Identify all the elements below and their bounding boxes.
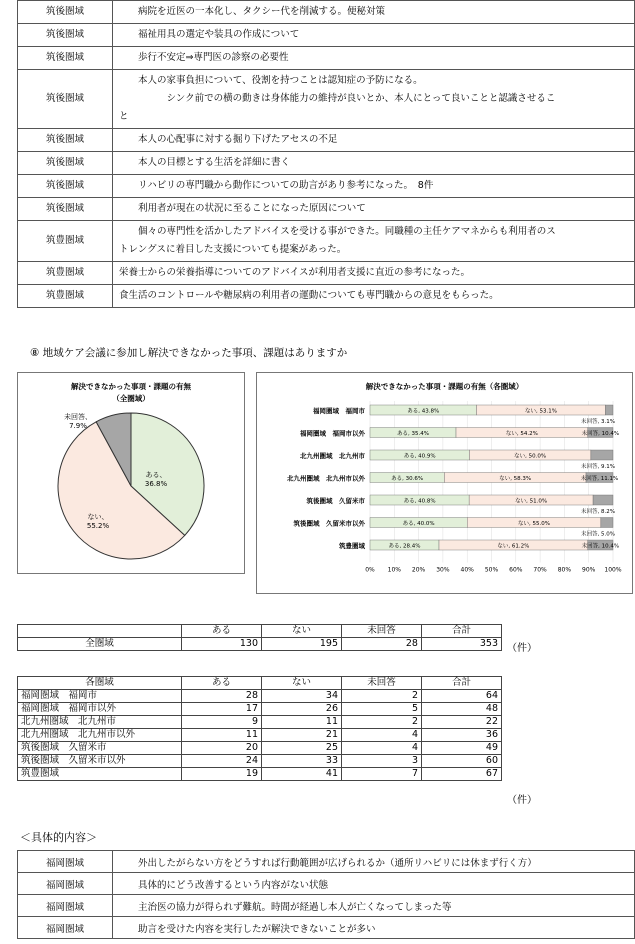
bar-segment bbox=[605, 405, 613, 415]
value-cell: 353 bbox=[421, 638, 501, 651]
tick-label: 0% bbox=[365, 566, 375, 574]
value-cell: 41 bbox=[262, 768, 342, 781]
content-cell: 本人の目標とする生活を詳細に書く bbox=[113, 152, 635, 175]
data-label: 未回答, 5.0% bbox=[581, 531, 615, 538]
content-cell bbox=[113, 70, 635, 129]
row-label: 北九州圏域 北九州市 bbox=[18, 716, 182, 729]
region-cell: 筑豊圏域 bbox=[18, 221, 113, 262]
data-label: 未回答, 10.4% bbox=[581, 431, 620, 437]
region-table bbox=[17, 676, 502, 781]
bar-segment bbox=[593, 495, 613, 505]
tick-label: 100% bbox=[604, 566, 622, 574]
value-cell: 9 bbox=[182, 716, 262, 729]
category-label: 北九州圏域 北九州市 bbox=[300, 452, 365, 460]
content-cell: リハビリの専門職から動作についての助言があり参考になった。 8件 bbox=[113, 175, 635, 198]
table-row bbox=[18, 70, 635, 129]
value-cell: 2 bbox=[342, 716, 422, 729]
value-cell: 5 bbox=[342, 703, 422, 716]
table-row bbox=[18, 742, 502, 755]
table-row bbox=[18, 1, 635, 24]
content-cell: 本人の心配事に対する掘り下げたアセスの不足 bbox=[113, 129, 635, 152]
content-cell bbox=[113, 221, 635, 262]
value-cell: 11 bbox=[262, 716, 342, 729]
value-cell: 2 bbox=[342, 690, 422, 703]
pie-label-name: ない、 bbox=[87, 513, 109, 521]
table-row bbox=[18, 755, 502, 768]
category-label: 北九州圏域 北九州市以外 bbox=[287, 474, 365, 483]
value-cell: 67 bbox=[421, 768, 501, 781]
table-row bbox=[18, 873, 635, 895]
pie-label-aru bbox=[131, 471, 181, 489]
region-cell: 福岡圏域 bbox=[18, 873, 113, 895]
unit-label: （件） bbox=[507, 795, 537, 806]
value-cell: 26 bbox=[262, 703, 342, 716]
table-row bbox=[18, 47, 635, 70]
value-cell: 34 bbox=[262, 690, 342, 703]
region-cell: 筑後圏域 bbox=[18, 24, 113, 47]
data-label: ある, 30.6% bbox=[391, 476, 424, 482]
header-cell: 未回答 bbox=[342, 625, 422, 638]
value-cell: 64 bbox=[421, 690, 501, 703]
content-cell: 助言を受けた内容を実行したが解決できないことが多い bbox=[113, 917, 635, 939]
bar-chart-title: 解決できなかった事項・課題の有無（各圏域） bbox=[365, 382, 524, 391]
row-label: 全圏域 bbox=[18, 638, 182, 651]
category-label: 筑後圏域 久留米市以外 bbox=[293, 519, 365, 528]
data-label: ある, 40.0% bbox=[402, 521, 435, 527]
value-cell: 19 bbox=[182, 768, 262, 781]
table-row bbox=[18, 917, 635, 939]
content-cell: 外出したがらない方をどうすれば行動範囲が広げられるか（通所リハビリには休まず行く方） bbox=[113, 851, 635, 873]
category-label: 筑豊圏域 bbox=[339, 542, 365, 550]
category-label: 福岡圏域 福岡市以外 bbox=[300, 429, 365, 438]
pie-label-name: 未回答、 bbox=[64, 413, 92, 421]
table-row bbox=[18, 175, 635, 198]
region-cell: 福岡圏域 bbox=[18, 895, 113, 917]
question-heading: ⑧ 地域ケア会議に参加し解決できなかった事項、課題はありますか bbox=[30, 347, 348, 359]
table-row bbox=[18, 262, 635, 285]
row-label: 筑後圏域 久留米市 bbox=[18, 742, 182, 755]
header-cell: 各圏域 bbox=[18, 677, 182, 690]
data-label: ある, 35.4% bbox=[397, 431, 430, 437]
region-cell: 福岡圏域 bbox=[18, 851, 113, 873]
data-label: ある, 43.8% bbox=[407, 408, 440, 415]
row-label: 福岡圏域 福岡市以外 bbox=[18, 703, 182, 716]
value-cell: 28 bbox=[342, 638, 422, 651]
table-row bbox=[18, 768, 502, 781]
summary-table bbox=[17, 624, 502, 651]
content-line: 個々の専門性を活かしたアドバイスを受ける事ができた。同職種の主任ケアマネからも利用者のス bbox=[138, 226, 556, 237]
bar-segment bbox=[591, 450, 613, 460]
region-cell: 筑後圏域 bbox=[18, 198, 113, 221]
value-cell: 195 bbox=[262, 638, 342, 651]
table-row bbox=[18, 729, 502, 742]
row-label: 筑後圏域 久留米市以外 bbox=[18, 755, 182, 768]
value-cell: 3 bbox=[342, 755, 422, 768]
bar-chart-svg bbox=[257, 373, 632, 593]
data-label: ない, 53.1% bbox=[524, 408, 557, 415]
category-label: 福岡圏域 福岡市 bbox=[313, 407, 365, 415]
value-cell: 24 bbox=[182, 755, 262, 768]
value-cell: 22 bbox=[421, 716, 501, 729]
data-label: ある, 28.4% bbox=[388, 543, 421, 550]
header-cell: ない bbox=[262, 677, 342, 690]
region-cell: 筑後圏域 bbox=[18, 47, 113, 70]
content-line: シンク前での横の動きは身体能力の維持が良いとか、本人にとって良いことと認識させるこ bbox=[166, 93, 556, 104]
region-cell: 筑後圏域 bbox=[18, 129, 113, 152]
tick-label: 20% bbox=[411, 566, 426, 574]
region-table-body bbox=[18, 690, 502, 781]
data-label: 未回答, 8.2% bbox=[581, 509, 615, 515]
section-title: ＜具体的内容＞ bbox=[20, 831, 97, 844]
value-cell: 4 bbox=[342, 742, 422, 755]
category-label: 筑後圏域 久留米市 bbox=[306, 497, 365, 505]
pie-chart-subtitle: （全圏域） bbox=[112, 394, 150, 403]
pie-label-name: ある、 bbox=[145, 471, 167, 479]
region-cell: 福岡圏域 bbox=[18, 917, 113, 939]
value-cell: 7 bbox=[342, 768, 422, 781]
region-cell: 筑豊圏域 bbox=[18, 262, 113, 285]
data-label: ない, 50.0% bbox=[514, 453, 547, 460]
top-content-table bbox=[17, 0, 635, 308]
region-cell: 筑後圏域 bbox=[18, 175, 113, 198]
tick-label: 30% bbox=[436, 566, 450, 574]
tick-label: 50% bbox=[484, 566, 499, 574]
header-cell: ある bbox=[182, 677, 262, 690]
data-label: ない, 54.2% bbox=[505, 431, 538, 437]
tick-label: 70% bbox=[533, 566, 547, 574]
table-header-row bbox=[18, 677, 502, 690]
table-row bbox=[18, 285, 635, 308]
tick-label: 60% bbox=[509, 566, 523, 574]
row-label: 北九州圏域 北九州市以外 bbox=[18, 729, 182, 742]
region-cell: 筑後圏域 bbox=[18, 1, 113, 24]
data-label: 未回答, 3.1% bbox=[581, 419, 615, 425]
pie-label-value: 55.2% bbox=[86, 522, 110, 530]
value-cell: 130 bbox=[182, 638, 262, 651]
data-label: ない, 61.2% bbox=[497, 543, 530, 550]
content-line: と bbox=[119, 111, 129, 122]
region-cell: 筑後圏域 bbox=[18, 70, 113, 129]
data-label: ある, 40.9% bbox=[403, 453, 436, 460]
table-row bbox=[18, 24, 635, 47]
table-row bbox=[18, 198, 635, 221]
table-row bbox=[18, 638, 502, 651]
unit-label: （件） bbox=[507, 643, 537, 654]
header-cell: 合計 bbox=[421, 677, 501, 690]
bar-chart-panel bbox=[256, 372, 633, 594]
content-cell: 福祉用具の選定や装具の作成について bbox=[113, 24, 635, 47]
value-cell: 25 bbox=[262, 742, 342, 755]
content-cell: 病院を近医の一本化し、タクシー代を削減する。便秘対策 bbox=[113, 1, 635, 24]
value-cell: 28 bbox=[182, 690, 262, 703]
value-cell: 11 bbox=[182, 729, 262, 742]
data-label: 未回答, 10.4% bbox=[581, 543, 620, 550]
value-cell: 17 bbox=[182, 703, 262, 716]
value-cell: 49 bbox=[421, 742, 501, 755]
region-cell: 筑後圏域 bbox=[18, 152, 113, 175]
table-row bbox=[18, 703, 502, 716]
tick-label: 40% bbox=[460, 566, 474, 574]
pie-label-value: 7.9% bbox=[69, 422, 87, 430]
bottom-content-table bbox=[17, 850, 635, 939]
content-cell: 利用者が現在の状況に至ることになった原因について bbox=[113, 198, 635, 221]
pie-chart-title: 解決できなかった事項・課題の有無 bbox=[71, 382, 191, 391]
content-cell: 歩行不安定⇒専門医の診察の必要性 bbox=[113, 47, 635, 70]
value-cell: 4 bbox=[342, 729, 422, 742]
row-label: 福岡圏域 福岡市 bbox=[18, 690, 182, 703]
content-line: 本人の家事負担について、役割を持つことは認知症の予防になる。 bbox=[138, 75, 423, 86]
header-cell: ない bbox=[262, 625, 342, 638]
content-cell: 具体的にどう改善するという内容がない状態 bbox=[113, 873, 635, 895]
content-cell: 食生活のコントロールや糖尿病の利用者の運動についても専門職からの意見をもらった。 bbox=[113, 285, 635, 308]
table-row bbox=[18, 690, 502, 703]
data-label: ない, 55.0% bbox=[518, 521, 551, 527]
table-row bbox=[18, 221, 635, 262]
pie-label-nai bbox=[73, 513, 123, 531]
bar-segment bbox=[601, 518, 613, 528]
tick-label: 10% bbox=[387, 566, 401, 574]
value-cell: 60 bbox=[421, 755, 501, 768]
content-line: トレングスに着目した支援についても提案があった。 bbox=[119, 244, 347, 255]
value-cell: 20 bbox=[182, 742, 262, 755]
row-label: 筑豊圏域 bbox=[18, 768, 182, 781]
table-row bbox=[18, 851, 635, 873]
table-header-row bbox=[18, 625, 502, 638]
value-cell: 36 bbox=[421, 729, 501, 742]
tick-label: 90% bbox=[582, 566, 596, 574]
table-row bbox=[18, 895, 635, 917]
header-cell: 合計 bbox=[421, 625, 501, 638]
pie-label-value: 36.8% bbox=[144, 480, 168, 488]
table-row bbox=[18, 716, 502, 729]
content-cell: 主治医の協力が得られず難航。時間が経過し本人が亡くなってしまった等 bbox=[113, 895, 635, 917]
header-cell bbox=[18, 625, 182, 638]
data-label: ない, 58.3% bbox=[499, 476, 532, 482]
table-row bbox=[18, 152, 635, 175]
data-label: ない, 51.0% bbox=[515, 498, 548, 505]
region-cell: 筑豊圏域 bbox=[18, 285, 113, 308]
header-cell: 未回答 bbox=[342, 677, 422, 690]
tick-label: 80% bbox=[557, 566, 572, 574]
header-cell: ある bbox=[182, 625, 262, 638]
data-label: ある, 40.8% bbox=[403, 498, 436, 505]
content-cell: 栄養士からの栄養指導についてのアドバイスが利用者支援に直近の参考になった。 bbox=[113, 262, 635, 285]
pie-label-mikaito bbox=[53, 413, 103, 431]
table-row bbox=[18, 129, 635, 152]
data-label: 未回答, 9.1% bbox=[581, 464, 615, 470]
value-cell: 21 bbox=[262, 729, 342, 742]
value-cell: 33 bbox=[262, 755, 342, 768]
pie-chart-panel bbox=[17, 372, 245, 574]
value-cell: 48 bbox=[421, 703, 501, 716]
data-label: 未回答, 11.1% bbox=[580, 476, 619, 482]
